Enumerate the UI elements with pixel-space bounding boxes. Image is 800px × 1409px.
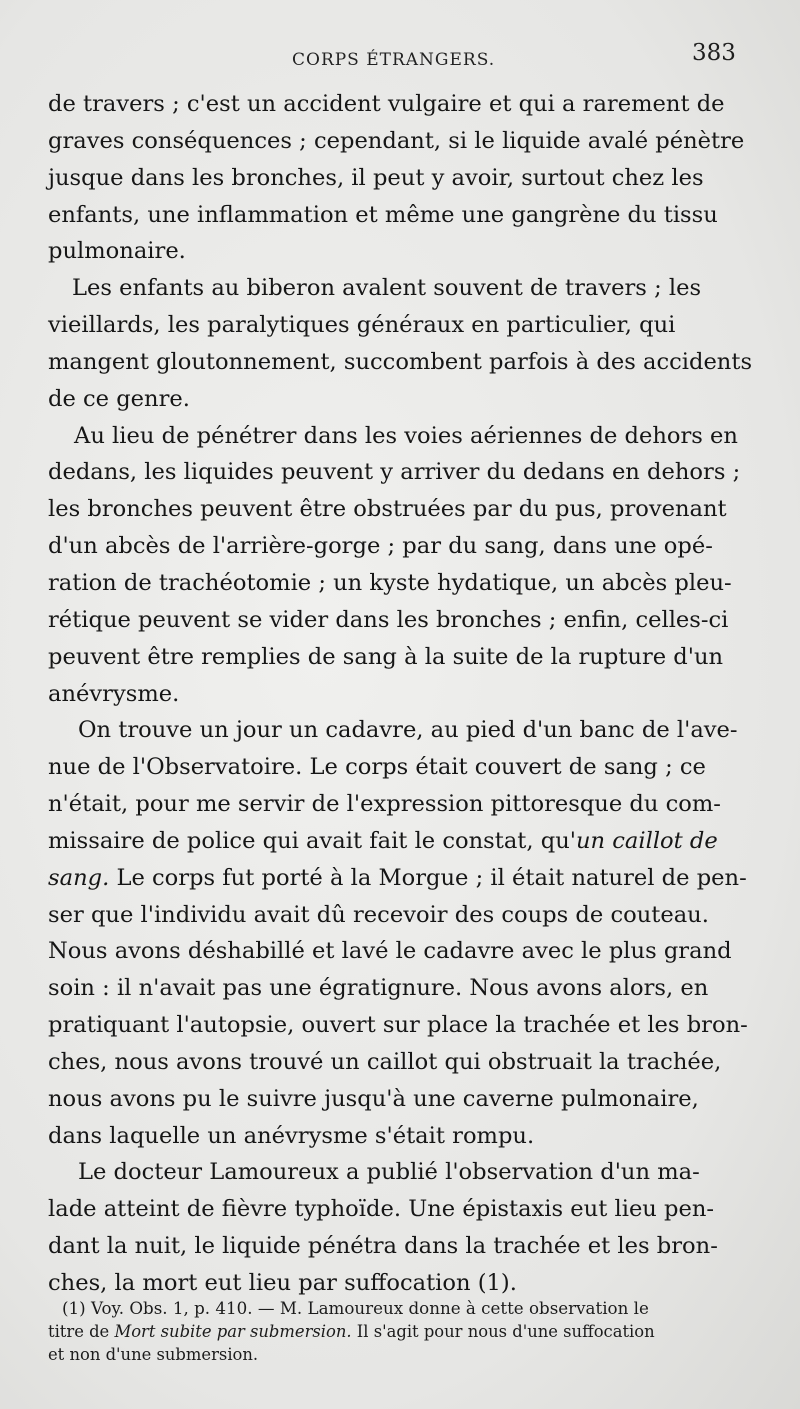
footnote-line (62, 1297, 762, 1320)
text-line (48, 749, 756, 786)
footnote-line (48, 1343, 762, 1366)
text-segment: lade atteint de fièvre typhoïde. Une épistaxis eut lieu pen- (48, 1196, 715, 1223)
footnote-line (48, 1320, 762, 1343)
text-segment: mangent gloutonnement, succombent parfois à des accidents (48, 348, 753, 375)
text-segment: jusque dans les bronches, il peut y avoir, surtout chez les (48, 164, 704, 191)
text-segment: anévrysme. (48, 680, 180, 707)
text-line (48, 1118, 756, 1155)
text-segment: graves conséquences ; cependant, si le liquide avalé pénètre (48, 127, 745, 154)
text-line (48, 233, 756, 270)
italic-text: sang. (48, 864, 110, 891)
text-line (48, 786, 756, 823)
text-segment: de travers ; c'est un accident vulgaire et qui a rarement de (48, 91, 725, 117)
text-line (48, 418, 756, 455)
text-line (48, 123, 756, 160)
text-segment: les bronches peuvent être obstruées par du pus, provenant (48, 496, 727, 523)
text-line (48, 528, 756, 565)
text-line (48, 1081, 756, 1118)
text-segment: missaire de police qui avait fait le constat, qu' (48, 827, 576, 854)
text-segment: Nous avons déshabillé et lavé le cadavre avec le plus grand (48, 938, 732, 965)
text-line (48, 454, 756, 491)
text-line (48, 1044, 756, 1081)
text-line (48, 307, 756, 344)
text-line (48, 933, 756, 970)
page-number: 383 (692, 40, 736, 66)
text-segment: ser que l'individu avait dû recevoir des coups de couteau. (48, 901, 709, 928)
text-segment: soin : il n'avait pas une égratignure. Nous avons alors, en (48, 975, 709, 1002)
text-segment: Le docteur Lamoureux a publié l'observation d'un ma- (78, 1159, 700, 1186)
text-segment: nue de l'Observatoire. Le corps était couvert de sang ; ce (48, 754, 706, 781)
text-line (48, 639, 756, 676)
text-segment: titre de (48, 1322, 115, 1341)
text-segment: d'un abcès de l'arrière-gorge ; par du sang, dans une opé- (48, 533, 713, 560)
text-segment: pulmonaire. (48, 238, 186, 265)
running-title: CORPS ÉTRANGERS. (292, 50, 496, 70)
text-line (48, 602, 756, 639)
text-segment: rétique peuvent se vider dans les bronches ; enfin, celles-ci (48, 606, 729, 633)
text-line (48, 823, 756, 860)
text-line (48, 970, 756, 1007)
text-line (48, 197, 756, 234)
text-segment: vieillards, les paralytiques généraux en particulier, qui (48, 312, 676, 339)
text-line (48, 491, 756, 528)
text-segment: Il s'agit pour nous d'une suffocation (351, 1322, 655, 1341)
text-line (48, 1191, 756, 1228)
text-segment: n'était, pour me servir de l'expression pittoresque du com- (48, 791, 721, 818)
text-line (48, 897, 756, 934)
page-header (0, 40, 800, 80)
text-line (48, 1228, 756, 1265)
body-text (48, 86, 756, 1302)
text-segment: On trouve un jour un cadavre, au pied d'un banc de l'ave- (78, 717, 738, 744)
text-segment: ches, nous avons trouvé un caillot qui obstruait la trachée, (48, 1048, 722, 1075)
text-segment: Le corps fut porté à la Morgue ; il était naturel de pen- (109, 864, 747, 891)
text-segment: enfants, une inflammation et même une gangrène du tissu (48, 201, 718, 228)
text-line (48, 381, 756, 418)
text-segment: Au lieu de pénétrer dans les voies aériennes de dehors en (74, 422, 738, 449)
text-line (48, 676, 756, 713)
text-segment: dant la nuit, le liquide pénétra dans la trachée et les bron- (48, 1233, 718, 1260)
text-line (48, 86, 756, 123)
text-segment: et non d'une submersion. (48, 1345, 259, 1364)
text-line (48, 344, 756, 381)
text-segment: nous avons pu le suivre jusqu'à une caverne pulmonaire, (48, 1085, 699, 1112)
text-line (48, 712, 756, 749)
text-line (48, 1007, 756, 1044)
text-line (48, 565, 756, 602)
text-segment: pratiquant l'autopsie, ouvert sur place la trachée et les bron- (48, 1012, 748, 1039)
text-line (48, 160, 756, 197)
text-segment: Les enfants au biberon avalent souvent de travers ; les (72, 275, 702, 302)
italic-text: Mort subite par submersion. (114, 1322, 352, 1341)
footnotes (48, 1297, 762, 1366)
italic-text: un caillot de (575, 827, 718, 854)
text-line (48, 860, 756, 897)
text-segment: dedans, les liquides peuvent y arriver du dedans en dehors ; (48, 459, 741, 486)
text-segment: ches, la mort eut lieu par suffocation (1). (48, 1270, 517, 1296)
text-segment: de ce genre. (48, 385, 190, 412)
text-segment: dans laquelle un anévrysme s'était rompu. (48, 1122, 535, 1149)
text-segment: peuvent être remplies de sang à la suite de la rupture d'un (48, 643, 724, 670)
text-segment: ration de trachéotomie ; un kyste hydatique, un abcès pleu- (48, 569, 732, 596)
text-segment: (1) Voy. Obs. 1, p. 410. — M. Lamoureux donne à cette observation le (62, 1298, 649, 1318)
text-line (48, 1154, 756, 1191)
text-line (48, 270, 756, 307)
